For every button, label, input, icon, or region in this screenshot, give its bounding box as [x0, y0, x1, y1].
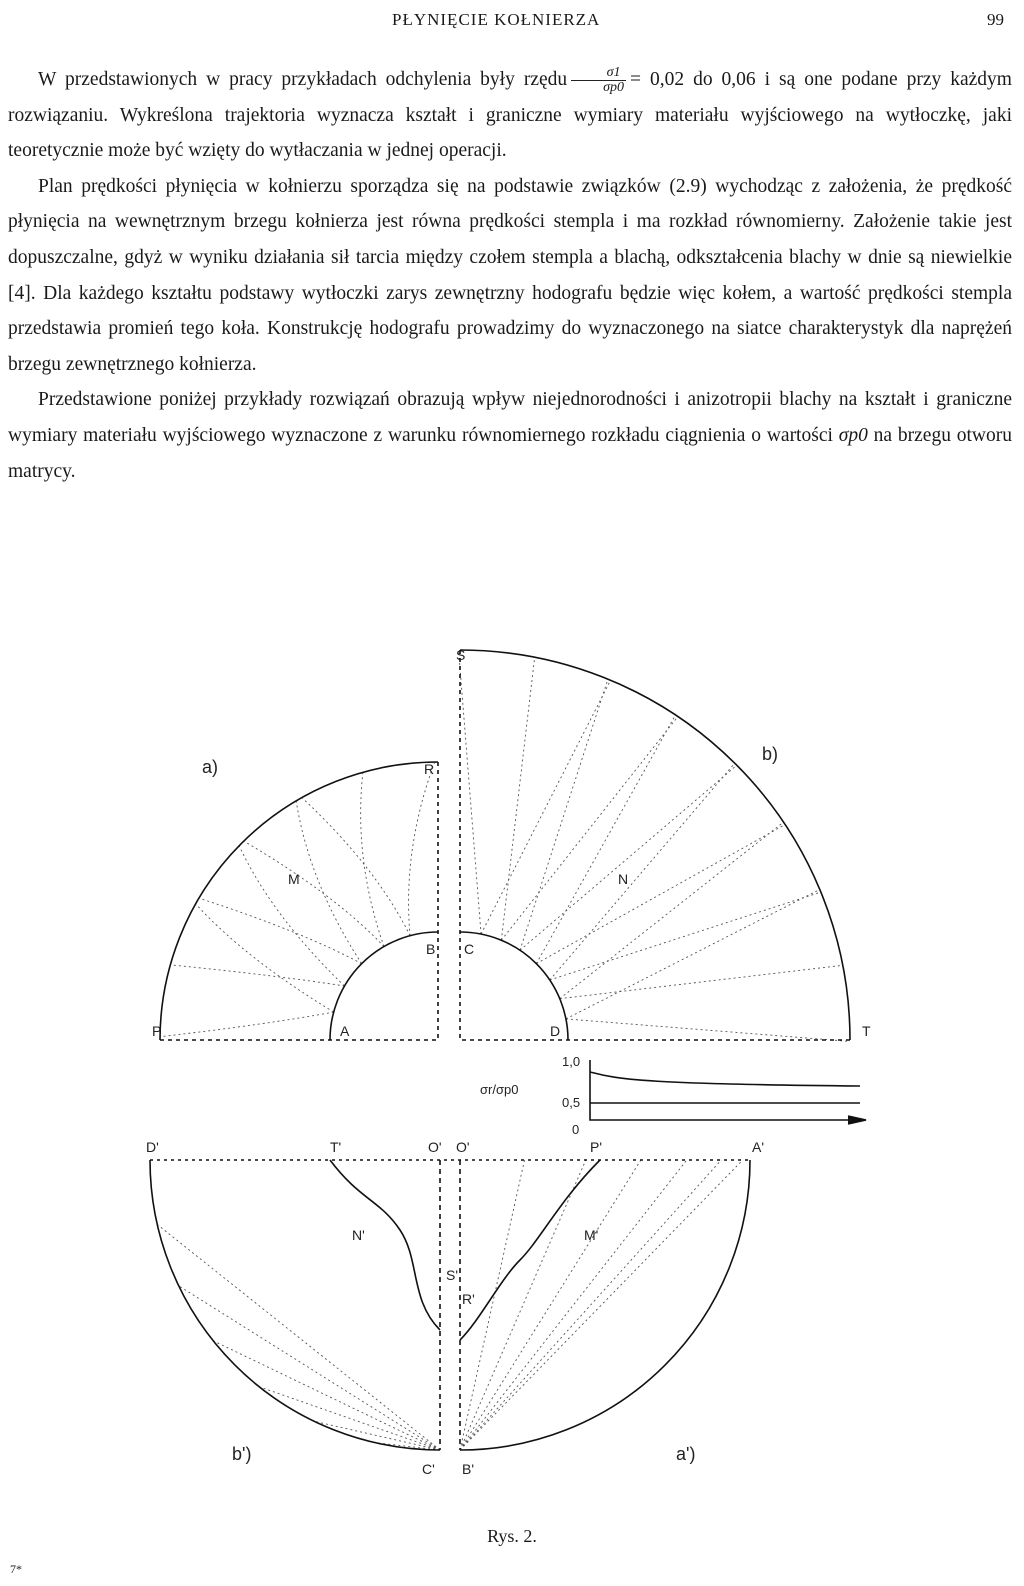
grid-line-b [520, 765, 737, 950]
grid-line-b-prime [179, 1286, 440, 1450]
trajectory-right [460, 1160, 600, 1340]
point-M: M [288, 871, 300, 887]
p3-symbol: σp0 [838, 424, 868, 446]
point-T-prime: T' [330, 1139, 342, 1155]
p3-text-b: na brzegu otworu matrycy. [8, 424, 1013, 482]
signature-mark: 7* [10, 1562, 22, 1576]
grid-line-a-prime [460, 1160, 687, 1450]
running-title: PŁYNIĘCIE KOŁNIERZA [392, 10, 601, 29]
grid-line-a-prime [460, 1160, 721, 1450]
panel-a-axes [160, 762, 438, 1040]
grid-line-b [520, 679, 608, 950]
point-T: T [862, 1023, 871, 1039]
grid-line-b [550, 892, 821, 980]
grid-line-b [560, 965, 843, 998]
figure-labels [146, 647, 871, 1477]
grid-line-b-prime [314, 1421, 440, 1450]
grid-line-a [170, 965, 344, 986]
point-O-prime-right: O' [456, 1139, 470, 1155]
panel-label-a-prime: a') [676, 1444, 696, 1464]
point-O-prime-left: O' [428, 1139, 442, 1155]
point-N: N [618, 871, 629, 887]
point-D: D [550, 1023, 561, 1039]
figure-outlines [150, 650, 866, 1450]
bottom-axes [440, 1160, 460, 1450]
point-P: P [152, 1023, 162, 1039]
point-R-prime: R' [462, 1291, 475, 1307]
grid-line-a-prime [460, 1160, 743, 1450]
inset-tick-0: 0 [572, 1122, 580, 1137]
grid-line-a [239, 846, 344, 986]
sigma-ratio-fraction [571, 66, 626, 95]
panel-a-outer-arc [160, 762, 438, 1040]
point-B-prime: B' [462, 1461, 475, 1477]
point-A-prime: A' [752, 1139, 765, 1155]
grid-line-b [560, 822, 784, 999]
figure-rys-2 [0, 640, 1024, 1520]
point-M-prime: M' [584, 1227, 599, 1243]
grid-line-b-prime [157, 1225, 440, 1450]
grid-line-b [566, 889, 820, 1018]
grid-line-b-prime [213, 1341, 440, 1450]
point-A: A [340, 1023, 350, 1039]
grid-line-b-prime [259, 1387, 440, 1450]
panel-b-axes [460, 650, 850, 1040]
trajectory-left [330, 1160, 440, 1330]
p1-text-b: = 0,02 do 0,06 i są one podane przy każdym rozwiązaniu. Wykreślona trajektoria wyznacza kształt i graniczne wymiary materiału wyjściowego na wytłoczkę, jaki teoretycznie może być wzięty do wytłaczania w jednej operacji. [8, 69, 1012, 162]
grid-line-a [160, 1012, 334, 1037]
point-C-prime: C' [422, 1461, 435, 1477]
figure-caption: Rys. 2. [487, 1526, 537, 1546]
inset-arrow [848, 1116, 866, 1124]
figure-drawing [0, 640, 1024, 1520]
grid-line-b [481, 680, 610, 934]
paragraph-1 [8, 62, 1012, 169]
panel-label-b-prime: b') [232, 1444, 252, 1464]
grid-line-a [409, 762, 435, 936]
point-C: C [464, 941, 475, 957]
fraction-denominator: σp0 [603, 80, 625, 96]
inset-tick-1: 1,0 [562, 1054, 581, 1069]
grid-line-a-prime [460, 1160, 586, 1450]
body-text [8, 62, 1012, 489]
paragraph-2: Plan prędkości płynięcia w kołnierzu sporządza się na podstawie związków (2.9) wychodząc z założenia, że prędkość płynięcia na wewnętrznym brzegu kołnierza jest równa prędkości stempla i ma rozkład równomierny. Założenie takie jest dopuszczalne, gdyż w wyniku działania sił tarcia między czołem stempla a blachą, odkształcenia blachy w dnie są niewielkie [4]. Dla każdego kształtu podstawy wytłoczki zarys zewnętrzny hodografu będzie więc kołem, a wartość prędkości stempla przedstawia promień tego koła. Konstrukcję hodografu prowadzimy do wyznaczonego na siatce charakterystyk dla naprężeń brzegu zewnętrznego kołnierza. [8, 175, 1012, 375]
inset-curve [590, 1072, 860, 1086]
point-B: B [426, 941, 436, 957]
panel-b-prime-outer-arc [150, 1160, 440, 1450]
grid-line-b [536, 825, 785, 964]
inset-tick-05: 0,5 [562, 1095, 581, 1110]
point-D-prime: D' [146, 1139, 159, 1155]
running-header [0, 6, 1024, 34]
grid-line-a [302, 798, 410, 936]
grid-line-b [566, 1019, 850, 1041]
page-number: 99 [987, 10, 1004, 29]
panel-label-a: a) [202, 757, 219, 777]
p3-text-a: Przedstawione poniżej przykłady rozwiązań obrazują wpływ niejednorodności i anizotropii blachy na kształt i graniczne wymiary materiału wyjściowego wyznaczone z warunku równomiernego rozkładu ciągnienia o wartości [8, 389, 1012, 446]
panel-b-outer-arc [460, 650, 850, 1040]
characteristic-grid [157, 650, 850, 1450]
point-R: R [424, 761, 435, 777]
panel-label-b: b) [762, 744, 779, 764]
paragraph-3 [8, 382, 1012, 489]
grid-line-a [199, 898, 362, 963]
grid-line-a [296, 801, 361, 964]
point-N-prime: N' [352, 1227, 365, 1243]
fraction-numerator: σ1 [571, 66, 626, 81]
panel-a-prime-outer-arc [460, 1160, 750, 1450]
grid-line-a [196, 904, 334, 1012]
point-P-prime: P' [590, 1139, 603, 1155]
inset-axes [590, 1060, 858, 1120]
grid-line-a [244, 841, 384, 946]
inset-ylabel: σr/σp0 [480, 1082, 519, 1097]
grid-line-b [501, 657, 534, 940]
grid-line-a [361, 772, 384, 946]
p1-text-a: W przedstawionych w pracy przykładach odchylenia były rzędu [38, 69, 568, 90]
grid-line-b [550, 763, 735, 980]
point-S-prime: S' [446, 1267, 459, 1283]
grid-line-b [459, 650, 481, 934]
grid-line-b [536, 715, 675, 964]
grid-line-b [501, 717, 678, 941]
point-S: S [456, 647, 466, 663]
